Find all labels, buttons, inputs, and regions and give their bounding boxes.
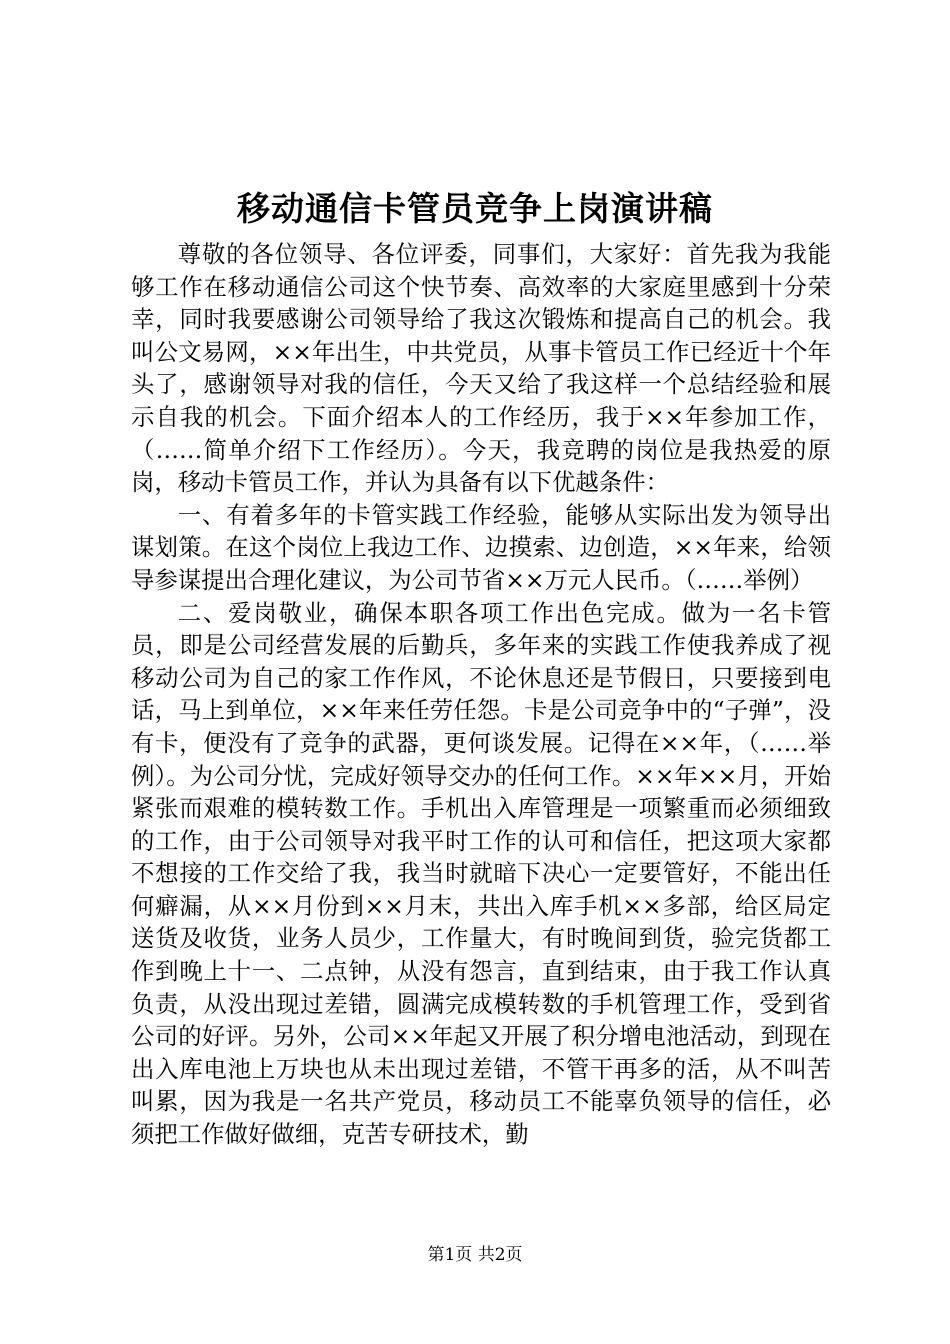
paragraph-point-one: 一、有着多年的卡管实践工作经验，能够从实际出发为领导出谋划策。在这个岗位上我边工作、边摸索、边创造，××年来，给领导参谋提出合理化建议，为公司节省××万元人民币。（……举例） — [131, 500, 831, 594]
paragraph-point-two: 二、爱岗敬业，确保本职各项工作出色完成。做为一名卡管员，即是公司经营发展的后勤兵，多年来的实践工作使我养成了视移动公司为自己的家工作作风，不论休息还是节假日，只要接到电话，马上到单位，××年来任劳任怨。卡是公司竞争中的“子弹”，没有卡，便没有了竞争的武器，更何谈发展。记得在××年，（……举例）。为公司分忧，完成好领导交办的任何工作。××年××月，开始紧张而艰难的模转数工作。手机出入库管理是一项繁重而必须细致的工作，由于公司领导对我平时工作的认可和信任，把这项大家都不想接的工作交给了我，我当时就暗下决心一定要管好，不能出任何癖漏，从××月份到××月末，共出入库手机××多部，给区局定送货及收货，业务人员少，工作量大，有时晚间到货，验完货都工作到晚上十一、二点钟，从没有怨言，直到结束，由于我工作认真负责，从没出现过差错，圆满完成模转数的手机管理工作，受到省公司的好评。另外，公司××年起又开展了积分增电池活动，到现在出入库电池上万块也从未出现过差错，不管干再多的活，从不叫苦叫累，因为我是一名共产党员，移动员工不能辜负领导的信任，必须把工作做好做细，克苦专研技术，勤 — [131, 598, 831, 1149]
page-number-footer: 第1页 共2页 — [427, 1245, 523, 1265]
document-title: 移动通信卡管员竞争上岗演讲稿 — [237, 189, 713, 228]
paragraph-intro: 尊敬的各位领导、各位评委，同事们，大家好：首先我为我能够工作在移动通信公司这个快节奏、高效率的大家庭里感到十分荣幸，同时我要感谢公司领导给了我这次锻炼和提高自己的机会。我叫公文易网，××年出生，中共党员，从事卡管员工作已经近十个年头了，感谢领导对我的信任，今天又给了我这样一个总结经验和展示自我的机会。下面介绍本人的工作经历，我于××年参加工作，（……简单介绍下工作经历）。今天，我竞聘的岗位是我热爱的原岗，移动卡管员工作，并认为具备有以下优越条件： — [131, 240, 831, 497]
document-body — [131, 238, 831, 1151]
